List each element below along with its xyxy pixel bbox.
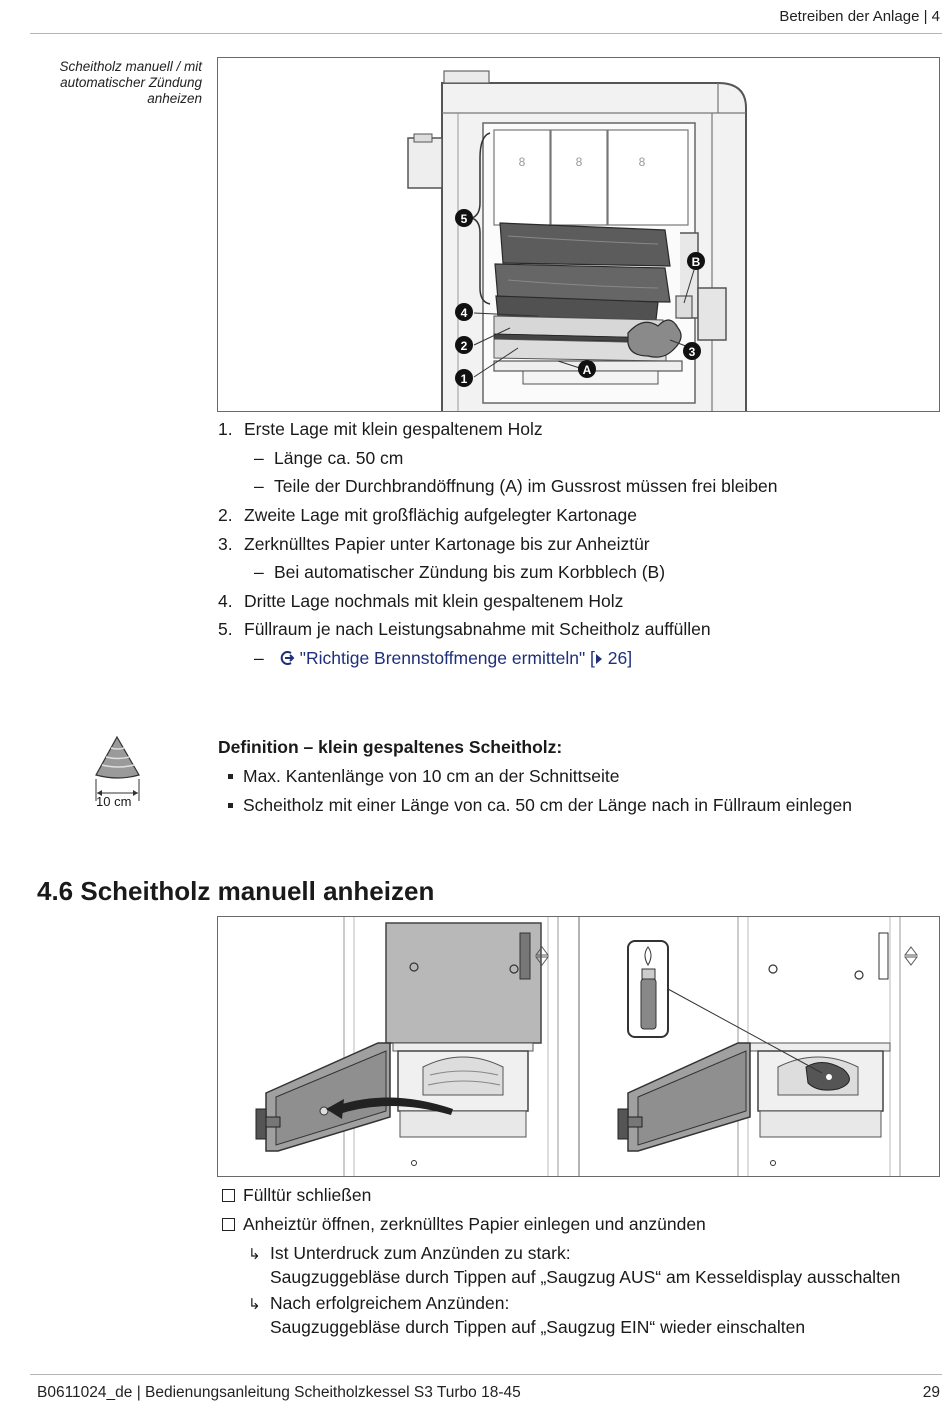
svg-text:B: B: [691, 255, 701, 269]
task-close-fill-door: Fülltür schließen: [222, 1185, 371, 1206]
svg-text:4: 4: [460, 306, 468, 320]
header-divider: [30, 33, 942, 34]
side-note-line: anheizen: [147, 91, 202, 106]
callout-4: [455, 303, 473, 321]
arrow-right-icon: [279, 651, 295, 665]
callout-3: [683, 342, 701, 360]
step-text: Dritte Lage nochmals mit klein gespaltenem Holz: [244, 591, 624, 611]
brennstoffmenge-link[interactable]: "Richtige Brennstoffmenge ermitteln" [ 26]: [279, 648, 632, 668]
sub-step-text: Teile der Durchbrandöffnung (A) im Gussrost müssen frei bleiben: [274, 476, 778, 496]
sub-step-text: Bei automatischer Zündung bis zum Korbblech (B): [274, 562, 666, 582]
footer-document-info: B0611024_de | Bedienungsanleitung Scheitholzkessel S3 Turbo 18-45: [37, 1384, 521, 1401]
svg-text:3: 3: [688, 345, 696, 359]
task-open-ignition-door: Anheiztür öffnen, zerknülltes Papier einlegen und anzünden: [222, 1214, 706, 1235]
sub-step: – "Richtige Brennstoffmenge ermitteln" [ 26]: [254, 648, 633, 668]
step-text: Zerknülltes Papier unter Kartonage bis zur Anheiztür: [244, 534, 650, 554]
header-title: Betreiben der Anlage | 4: [779, 8, 940, 25]
definition-bullet: Scheitholz mit einer Länge von ca. 50 cm der Länge nach in Füllraum einlegen: [228, 795, 852, 816]
step-4: 4. Dritte Lage nochmals mit klein gespaltenem Holz: [218, 591, 624, 611]
page-number: 29: [922, 1384, 940, 1401]
sub-step-text: Länge ca. 50 cm: [274, 448, 404, 468]
step-5: 5. Füllraum je nach Leistungsabnahme mit Scheitholz auffüllen: [218, 619, 711, 639]
step-3: 3. Zerknülltes Papier unter Kartonage bis zur Anheiztür: [218, 534, 650, 554]
svg-text:A: A: [582, 363, 592, 377]
bullet-icon: [228, 774, 233, 779]
step-1: 1. Erste Lage mit klein gespaltenem Holz: [218, 419, 543, 439]
svg-text:2: 2: [460, 339, 468, 353]
callout-1: [455, 369, 473, 387]
step-text: Erste Lage mit klein gespaltenem Holz: [244, 419, 543, 439]
footer-divider: [30, 1374, 942, 1375]
callout-2: [455, 336, 473, 354]
panel-mark: 8: [575, 155, 583, 169]
boiler-loading-figure: [217, 57, 940, 412]
sub-step: – Bei automatischer Zündung bis zum Korbblech (B): [254, 562, 666, 582]
panel-mark: 8: [518, 155, 526, 169]
definition-title: Definition – klein gespaltenes Scheitholz:: [218, 737, 563, 757]
definition-bullet: Max. Kantenlänge von 10 cm an der Schnittseite: [228, 766, 619, 787]
step-text: Füllraum je nach Leistungsabnahme mit Scheitholz auffüllen: [244, 619, 711, 639]
ignition-door-figure: [217, 916, 940, 1177]
checkbox-icon: [222, 1218, 235, 1231]
step-text: Zweite Lage mit großflächig aufgelegter Kartonage: [244, 505, 638, 525]
bullet-icon: [228, 803, 233, 808]
step-2: 2. Zweite Lage mit großflächig aufgelegter Kartonage: [218, 505, 638, 525]
icon-label: 10 cm: [96, 794, 132, 809]
result-arrow-icon: ↳: [248, 1296, 261, 1313]
side-note: [30, 59, 202, 107]
page-ref-icon: [595, 653, 603, 665]
sub-step: – Teile der Durchbrandöffnung (A) im Gussrost müssen frei bleiben: [254, 476, 778, 496]
panel-mark: 8: [638, 155, 646, 169]
checkbox-icon: [222, 1189, 235, 1202]
side-note-line: automatischer Zündung: [60, 75, 202, 90]
result-arrow-icon: ↳: [248, 1246, 261, 1263]
section-heading: 4.6 Scheitholz manuell anheizen: [37, 876, 435, 906]
callout-5: [455, 209, 473, 227]
ignition-door-illustration: [218, 917, 939, 1176]
boiler-loading-illustration: [218, 58, 939, 411]
side-note-line: Scheitholz manuell / mit: [59, 59, 202, 74]
result-strong-draft: ↳ Ist Unterdruck zum Anzünden zu stark: Saugzuggebläse durch Tippen auf „Saugzug AUS“ am Kesseldisplay ausschalten: [248, 1243, 901, 1287]
svg-text:1: 1: [460, 372, 468, 386]
svg-text:5: 5: [460, 212, 468, 226]
result-after-ignition: ↳ Nach erfolgreichem Anzünden: Saugzuggebläse durch Tippen auf „Saugzug EIN“ wieder einschalten: [248, 1293, 806, 1337]
sub-step: – Länge ca. 50 cm: [254, 448, 404, 468]
callout-B: [687, 252, 705, 270]
split-log-icon: [92, 735, 144, 810]
callout-A: [578, 360, 596, 378]
